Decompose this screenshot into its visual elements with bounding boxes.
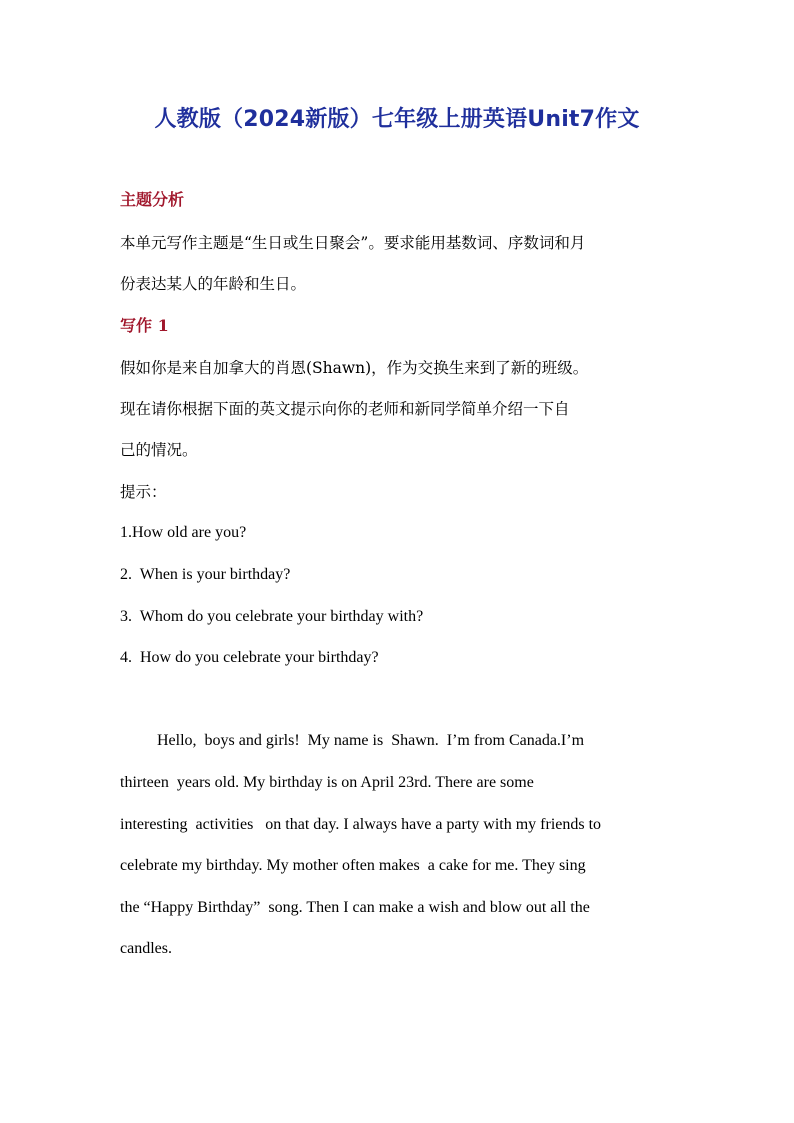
essay-line-6: candles. — [120, 940, 172, 957]
hint-item-1: 1.How old are you? — [120, 524, 247, 541]
essay-line-4: celebrate my birthday. My mother often makes a cake for me. They sing — [120, 857, 586, 874]
theme-line-2: 份表达某人的年龄和生日。 — [120, 275, 307, 293]
hint-item-4: 4. How do you celebrate your birthday? — [120, 649, 379, 666]
essay-line-2: thirteen years old. My birthday is on April 23rd. There are some — [120, 774, 534, 791]
document-title: 人教版（2024新版）七年级上册英语Unit7作文 — [154, 107, 640, 132]
prompt-line-1: 假如你是来自加拿大的肖恩(Shawn)，作为交换生来到了新的班级。 — [120, 359, 589, 377]
hint-label: 提示： — [120, 483, 167, 501]
essay-line-1: Hello, boys and girls! My name is Shawn. I’m from Canada.I’m — [157, 732, 585, 749]
essay-line-5: the “Happy Birthday” song. Then I can make a wish and blow out all the — [120, 899, 590, 916]
section-heading-writing-1: 写作 1 — [120, 316, 169, 335]
hint-item-2: 2. When is your birthday? — [120, 566, 291, 583]
prompt-line-2: 现在请你根据下面的英文提示向你的老师和新同学简单介绍一下自 — [120, 400, 570, 418]
theme-line-1: 本单元写作主题是“生日或生日聚会”。要求能用基数词、序数词和月 — [120, 234, 586, 252]
prompt-line-3: 己的情况。 — [120, 441, 198, 459]
section-heading-theme-analysis: 主题分析 — [120, 190, 185, 209]
essay-line-3: interesting activities on that day. I always have a party with my friends to — [120, 816, 602, 833]
hint-item-3: 3. Whom do you celebrate your birthday with? — [120, 608, 424, 625]
